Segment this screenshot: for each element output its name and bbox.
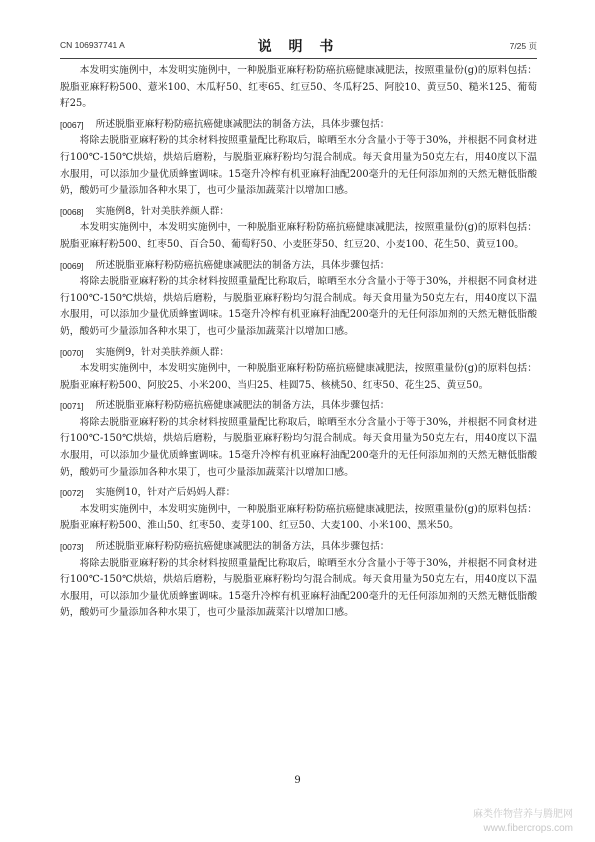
paragraph-heading-0069 [60,258,537,275]
paragraph-body-0072: 本发明实施例中，本发明实施例中，一种脱脂亚麻籽粉防癌抗癌健康减肥法，按照重量份(g)的原料包括：脱脂亚麻籽粉500、淮山50、红枣50、麦芽100、红豆50、大麦100、小米100、黑米50。 [60,503,537,532]
paragraph-body-0073: 将除去脱脂亚麻籽粉的其余材料按照重量配比称取后，晾晒至水分含量小于等于30%，并根据不同食材进行100℃-150℃烘焙，烘焙后磨粉，与脱脂亚麻籽粉均匀混合制成。每天食用量为50克左右，用40度以下温水服用，可以添加少量优质蜂蜜调味。15毫升冷榨有机亚麻籽油配200毫升的无任何添加剂的天然无糖低脂酸奶，酸奶可少量添加各种水果丁，也可少量添加蔬菜汁以增加口感。 [60,557,537,619]
patent-id: CN 106937741 A [60,40,125,50]
paragraph-heading-text: 所述脱脂亚麻籽粉防癌抗癌健康减肥法的制备方法，具体步骤包括： [95,118,390,130]
paragraph-heading-text: 实施例8，针对美肤养颜人群： [95,205,230,217]
paragraph-body-0069: 将除去脱脂亚麻籽粉的其余材料按照重量配比称取后，晾晒至水分含量小于等于30%，并根据不同食材进行100℃-150℃烘焙，烘焙后磨粉，与脱脂亚麻籽粉均匀混合制成。每天食用量为50克左右，用40度以下温水服用，可以添加少量优质蜂蜜调味。15毫升冷榨有机亚麻籽油配200毫升的无任何添加剂的天然无糖低脂酸奶，酸奶可少量添加各种水果丁，也可少量添加蔬菜汁以增加口感。 [60,276,537,337]
paragraph-body-0068: 本发明实施例中，本发明实施例中，一种脱脂亚麻籽粉防癌抗癌健康减肥法，按照重量份(g)的原料包括：脱脂亚麻籽粉500、红枣50、百合50、葡萄籽50、小麦胚芽50、红豆20、小麦100、花生50、黄豆100。 [60,222,537,250]
page-number: 9 [294,775,301,786]
watermark [473,808,573,836]
paragraph-body-0071: 将除去脱脂亚麻籽粉的其余材料按照重量配比称取后，晾晒至水分含量小于等于30%，并根据不同食材进行100℃-150℃烘焙，烘焙后磨粉，与脱脂亚麻籽粉均匀混合制成。每天食用量为50克左右，用40度以下温水服用，可以添加少量优质蜂蜜调味。15毫升冷榨有机亚麻籽油配200毫升的无任何添加剂的天然无糖低脂酸奶，酸奶可少量添加各种水果丁，也可少量添加蔬菜汁以增加口感。 [60,416,537,478]
paragraph-number: [0072] [60,488,84,499]
watermark-url: www.fibercrops.com [483,823,573,834]
paragraph-body-0067: 将除去脱脂亚麻籽粉的其余材料按照重量配比称取后，晾晒至水分含量小于等于30%，并根据不同食材进行100℃-150℃烘焙，烘焙后磨粉，与脱脂亚麻籽粉均匀混合制成。每天食用量为50克左右，用40度以下温水服用，可以添加少量优质蜂蜜调味。15毫升冷榨有机亚麻籽油配200毫升的无任何添加剂的天然无糖低脂酸奶，酸奶可少量添加各种水果丁，也可少量添加蔬菜汁以增加口感。 [60,135,537,197]
paragraph-number: [0067] [60,119,84,130]
paragraph-number: [0069] [60,260,84,271]
paragraph-number: [0073] [60,542,84,553]
paragraph-heading-text: 所述脱脂亚麻籽粉防癌抗癌健康减肥法的制备方法，具体步骤包括： [95,400,390,412]
paragraph-heading-0070 [60,345,537,362]
header-divider [60,58,537,59]
paragraph-heading-0067 [60,117,537,134]
document-title: 说 明 书 [257,39,340,55]
paragraph-number: [0071] [60,401,84,412]
paragraph-heading-0072 [60,485,537,502]
paragraph-heading-0071 [60,398,537,415]
paragraph-heading-text: 实施例9，针对美肤养颜人群： [95,346,230,358]
paragraph-heading-0073 [60,539,537,556]
paragraph-number: [0068] [60,206,84,217]
page-indicator: 7/25 页 [509,41,537,51]
page-header [60,36,537,56]
paragraph-body-0070: 本发明实施例中，本发明实施例中，一种脱脂亚麻籽粉防癌抗癌健康减肥法，按照重量份(g)的原料包括：脱脂亚麻籽粉500、阿胶25、小米200、当归25、桂圆75、核桃50、红枣50、花生25、黄豆50。 [60,363,537,391]
watermark-text: 麻类作物营养与腾肥网 [473,809,573,820]
paragraph-heading-0068 [60,204,537,221]
paragraph-heading-text: 实施例10，针对产后妈妈人群： [95,487,236,499]
document-body [60,63,537,626]
paragraph-heading-text: 所述脱脂亚麻籽粉防癌抗癌健康减肥法的制备方法，具体步骤包括： [95,259,390,271]
paragraph-heading-text: 所述脱脂亚麻籽粉防癌抗癌健康减肥法的制备方法，具体步骤包括： [95,541,390,553]
paragraph-intro: 本发明实施例中，本发明实施例中，一种脱脂亚麻籽粉防癌抗癌健康减肥法，按照重量份(g)的原料包括：脱脂亚麻籽粉500、薏米100、木瓜籽50、红枣65、红豆50、冬瓜籽25、阿胶10、黄豆50、糙米125、葡萄籽25。 [60,65,537,110]
paragraph-number: [0070] [60,347,84,358]
